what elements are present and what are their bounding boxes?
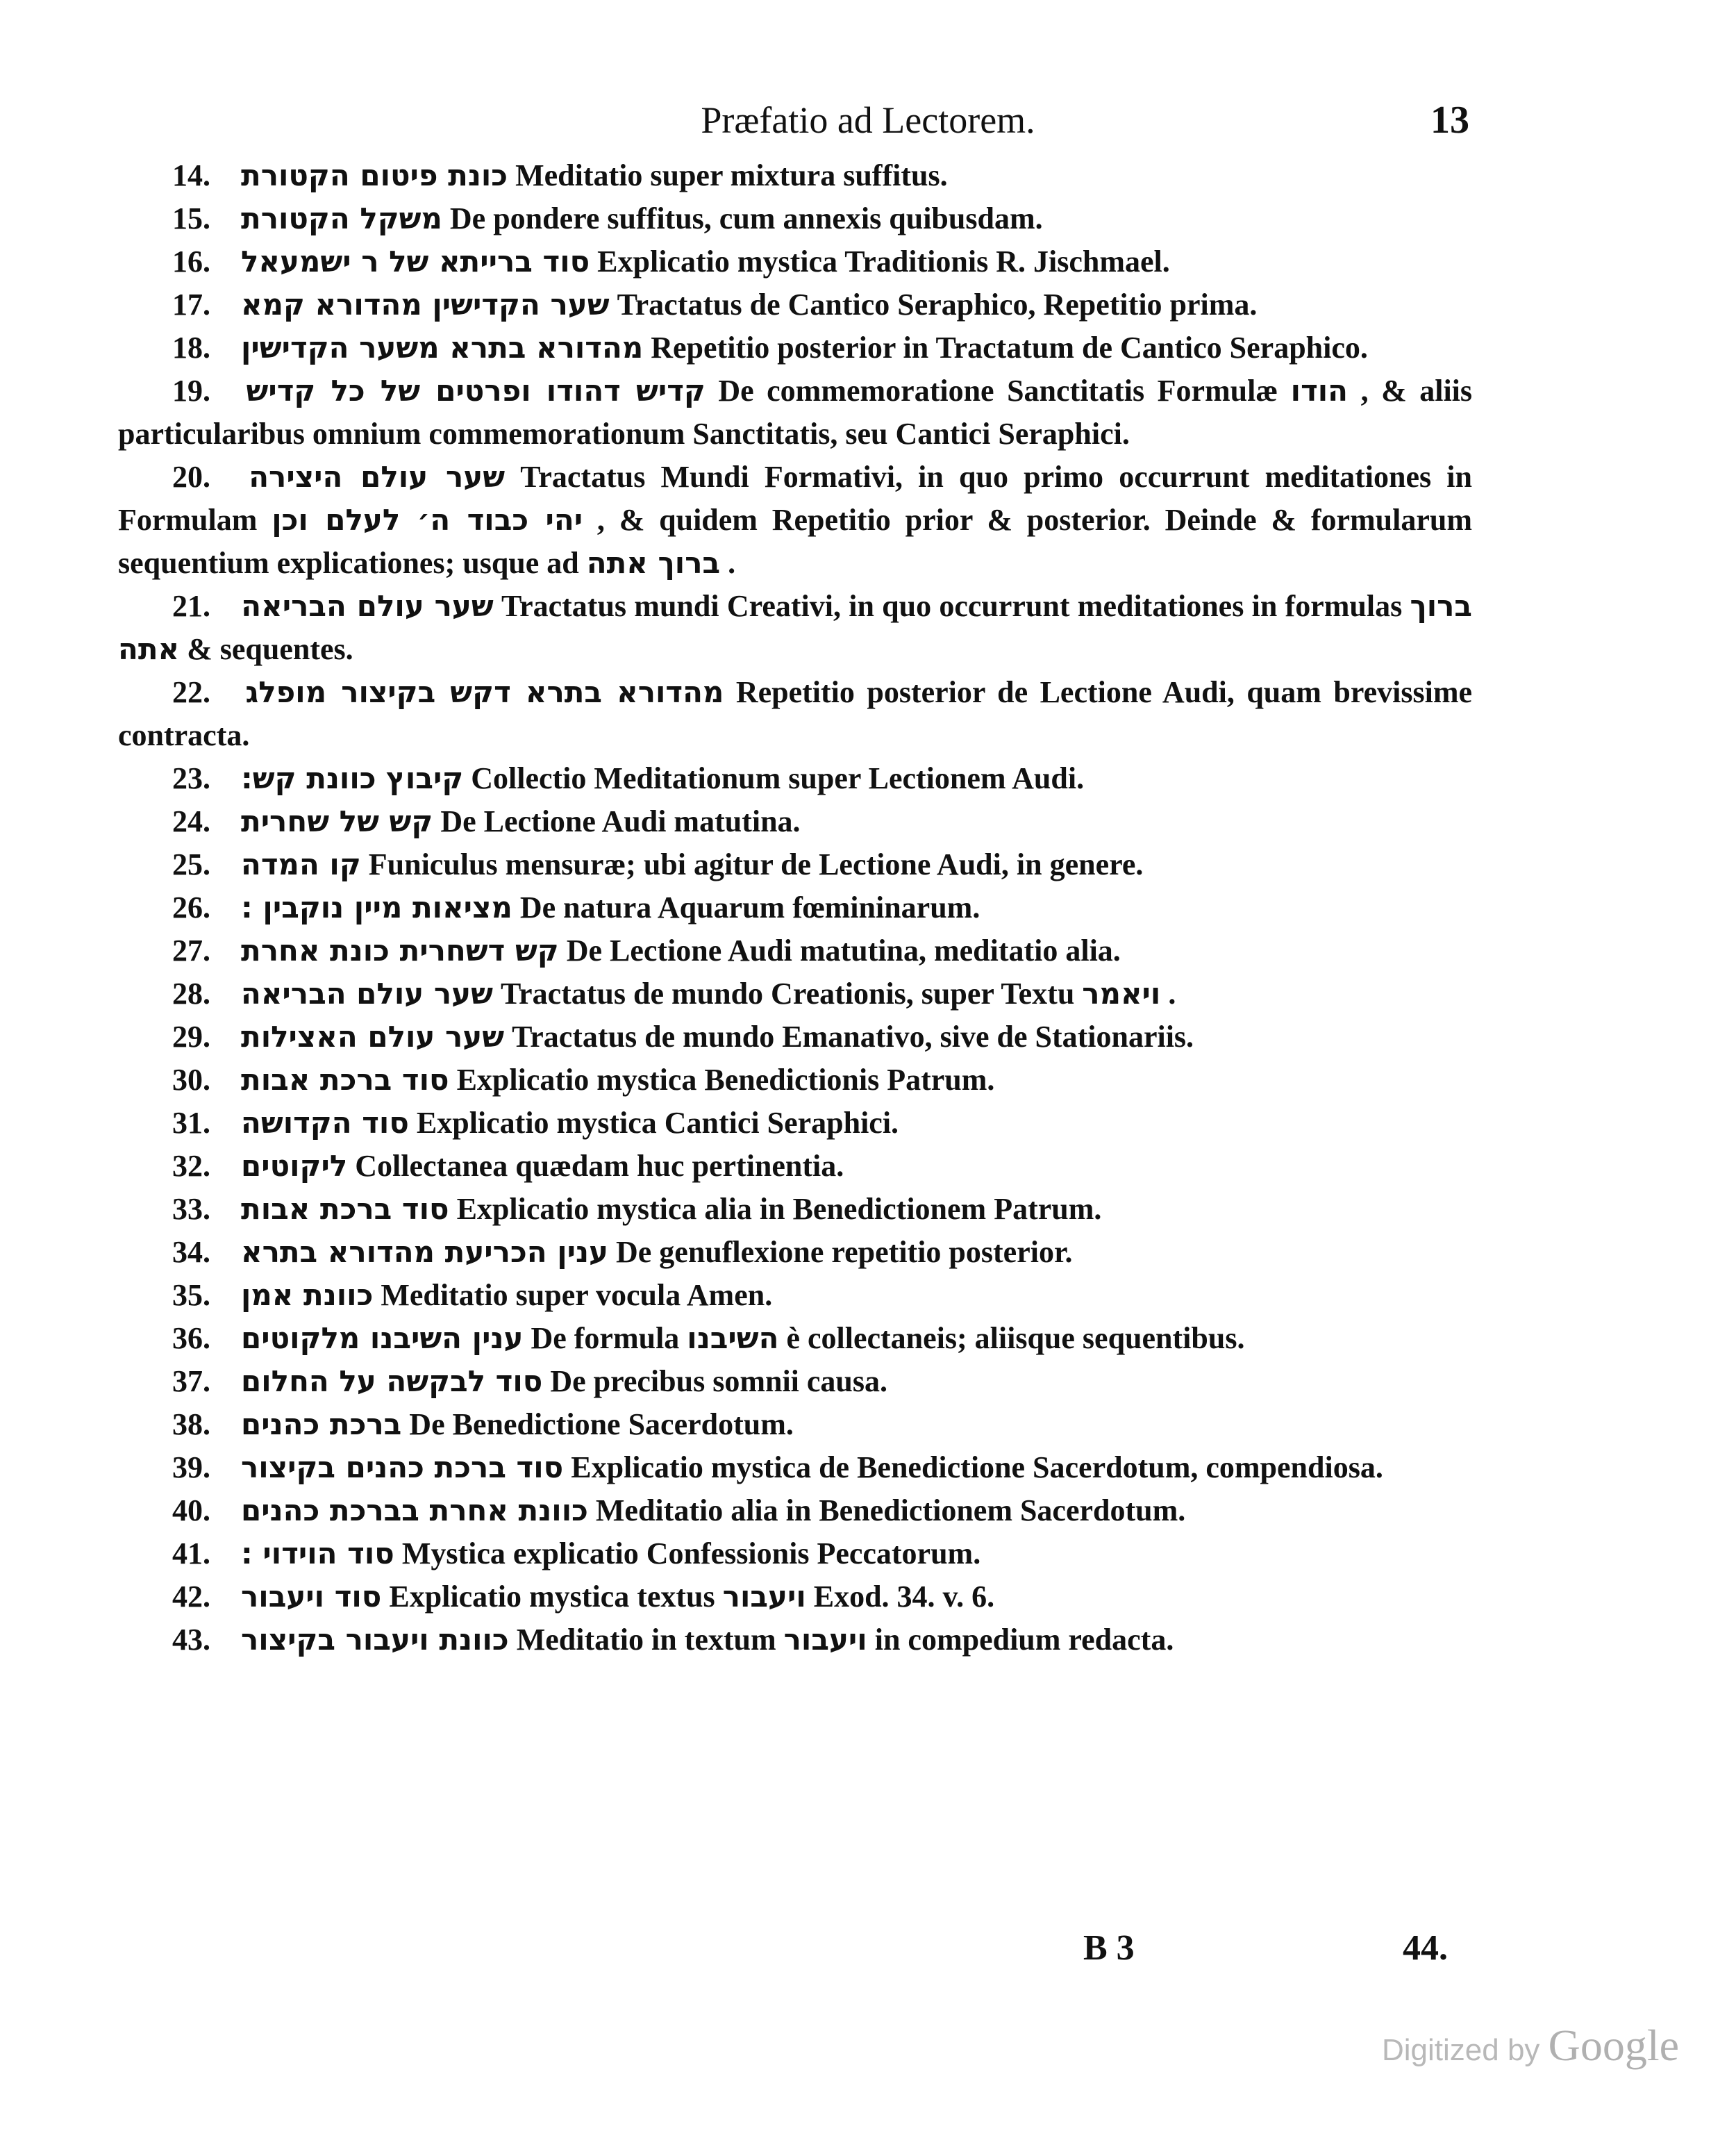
entry-number: 28. (172, 977, 210, 1011)
list-item (118, 757, 1472, 800)
entry-latin-description: Tractatus de mundo Emanativo, sive de Stationariis. (512, 1020, 1194, 1054)
entry-latin-description: Collectio Meditationum super Lectionem Audi. (471, 761, 1085, 795)
entry-latin-description: . (1168, 977, 1176, 1011)
list-item (118, 1317, 1472, 1360)
entry-latin-description: Meditatio super mixtura suffitus. (515, 158, 948, 192)
entry-hebrew-title: סוד הקדושה (241, 1106, 409, 1140)
list-item (118, 1532, 1472, 1575)
list-item (118, 1446, 1472, 1489)
entry-hebrew-title: קו המדה (241, 847, 361, 881)
entry-hebrew-title: כונת פיטום הקטורת (241, 158, 508, 192)
entry-number: 34. (172, 1235, 210, 1269)
entry-hebrew-title: כוונת ויעבור בקיצור (241, 1623, 509, 1657)
entry-number: 31. (172, 1106, 210, 1140)
entry-latin-description: in compedium redacta. (874, 1623, 1174, 1657)
entry-hebrew-title: כוונת אחרת בברכת כהנים (241, 1493, 588, 1527)
entry-hebrew-title: ליקוטים (241, 1149, 348, 1183)
page-footer (0, 1924, 1736, 1973)
entry-latin-description: Tractatus Mundi Formativi, in quo primo occurrunt meditationes in Formulam (118, 460, 1473, 537)
list-item (118, 843, 1472, 886)
entry-latin-description: è collectaneis; aliisque sequentibus. (786, 1321, 1245, 1355)
entry-latin-description: Tractatus mundi Creativi, in quo occurrunt meditationes in formulas (501, 589, 1403, 623)
entry-hebrew-title: יהי כבוד ה׳ לעלם וכן (272, 503, 583, 537)
list-item (118, 1059, 1472, 1102)
entry-hebrew-title: מהדורא בתרא משער הקדישין (241, 331, 644, 365)
entry-latin-description: De formula (531, 1321, 680, 1355)
list-item (118, 1016, 1472, 1059)
running-title: Præfatio ad Lectorem. (701, 99, 1035, 141)
entry-latin-description: De precibus somnii causa. (550, 1364, 888, 1398)
entry-hebrew-title: סוד ברייתא של ר ישמעאל (241, 244, 590, 279)
entry-latin-description: Funiculus mensuræ; ubi agitur de Lectione Audi, in genere. (368, 847, 1144, 881)
entry-hebrew-title: ברוך אתה (586, 546, 721, 580)
list-item (118, 972, 1472, 1016)
list-item (118, 1489, 1472, 1532)
entry-latin-description: Explicatio mystica de Benedictione Sacerdotum, compendiosa. (571, 1450, 1383, 1484)
table-of-contents (118, 154, 1472, 1661)
entry-latin-description: De genuflexione repetitio posterior. (616, 1235, 1073, 1269)
entry-number: 43. (172, 1623, 210, 1657)
watermark-brand: Google (1548, 2021, 1680, 2070)
list-item (118, 283, 1472, 326)
entry-hebrew-title: ויעבור (722, 1580, 806, 1614)
entry-hebrew-title: סוד לבקשה על החלום (241, 1364, 543, 1398)
list-item (118, 1102, 1472, 1145)
entry-number: 21. (172, 589, 210, 623)
list-item (118, 800, 1472, 843)
entry-latin-description: Tractatus de mundo Creationis, super Textu (500, 977, 1075, 1011)
entry-hebrew-title: סוד ברכת כהנים בקיצור (241, 1450, 564, 1484)
entry-hebrew-title: שער הקדישין מהדורא קמא (241, 288, 610, 322)
entry-hebrew-title: שער עולם הבריאה (241, 977, 493, 1011)
page-number: 13 (1430, 99, 1469, 142)
entry-number: 18. (172, 331, 210, 365)
entry-latin-description: Explicatio mystica Traditionis R. Jischmael. (597, 244, 1170, 279)
list-item (118, 585, 1472, 671)
entry-latin-description: Explicatio mystica Cantici Seraphici. (416, 1106, 899, 1140)
entry-number: 19. (172, 374, 210, 408)
entry-number: 20. (172, 460, 210, 494)
list-item (118, 1403, 1472, 1446)
list-item (118, 1360, 1472, 1403)
entry-number: 39. (172, 1450, 210, 1484)
list-item (118, 1618, 1472, 1661)
list-item (118, 1231, 1472, 1274)
entry-hebrew-title: ברוך אתה (118, 589, 1473, 666)
entry-latin-description: De Lectione Audi matutina, meditatio alia. (566, 934, 1121, 968)
entry-latin-description: . (728, 546, 736, 580)
list-item (118, 326, 1472, 370)
entry-hebrew-title: קיבוץ כוונת קש: (241, 761, 464, 795)
list-item (118, 154, 1472, 197)
entry-latin-description: Exod. 34. v. 6. (813, 1580, 995, 1614)
entry-hebrew-title: שער עולם האצילות (241, 1020, 505, 1054)
entry-number: 25. (172, 847, 210, 881)
entry-hebrew-title: השיבנו (687, 1321, 779, 1355)
entry-latin-description: De Benedictione Sacerdotum. (409, 1407, 794, 1441)
entry-number: 42. (172, 1580, 210, 1614)
list-item (118, 929, 1472, 972)
entry-number: 38. (172, 1407, 210, 1441)
entry-latin-description: Mystica explicatio Confessionis Peccatorum. (401, 1536, 981, 1570)
entry-number: 29. (172, 1020, 210, 1054)
entry-latin-description: Explicatio mystica alia in Benedictionem Patrum. (456, 1192, 1102, 1226)
entry-latin-description: De commemoratione Sanctitatis Formulæ (718, 374, 1278, 408)
list-item (118, 886, 1472, 929)
entry-latin-description: Explicatio mystica textus (389, 1580, 715, 1614)
entry-hebrew-title: שער עולם היצירה (249, 460, 506, 494)
digitization-watermark (1382, 2021, 1680, 2071)
list-item (118, 1188, 1472, 1231)
entry-latin-description: Repetitio posterior in Tractatum de Cantico Seraphico. (651, 331, 1368, 365)
entry-hebrew-title: הודו (1290, 374, 1349, 408)
list-item (118, 197, 1472, 240)
list-item (118, 1274, 1472, 1317)
entry-hebrew-title: מציאות מיין נוקבין : (241, 890, 512, 925)
entry-hebrew-title: ויעבור (783, 1623, 867, 1657)
entry-latin-description: Meditatio super vocula Amen. (381, 1278, 773, 1312)
entry-number: 22. (172, 675, 210, 709)
entry-latin-description: Tractatus de Cantico Seraphico, Repetitio prima. (617, 288, 1258, 322)
list-item (118, 456, 1472, 585)
entry-number: 32. (172, 1149, 210, 1183)
entry-hebrew-title: סוד ויעבור (241, 1580, 382, 1614)
entry-number: 27. (172, 934, 210, 968)
list-item (118, 671, 1472, 757)
entry-hebrew-title: סוד הוידוי : (241, 1536, 394, 1570)
entry-latin-description: Explicatio mystica Benedictionis Patrum. (456, 1063, 995, 1097)
entry-latin-description: Collectanea quædam huc pertinentia. (355, 1149, 844, 1183)
signature-mark: B 3 (1083, 1928, 1135, 1968)
entry-hebrew-title: ויאמר (1082, 977, 1161, 1011)
entry-number: 23. (172, 761, 210, 795)
entry-number: 36. (172, 1321, 210, 1355)
list-item (118, 370, 1472, 456)
entry-number: 35. (172, 1278, 210, 1312)
entry-hebrew-title: קדיש דהודו ופרטים של כל קדיש (246, 374, 706, 408)
entry-number: 14. (172, 158, 210, 192)
entry-latin-description: , & quidem Repetitio prior & posterior. Deinde & formularum sequentium explicationes; usque ad (118, 503, 1473, 580)
page-header (0, 96, 1736, 144)
entry-latin-description: , & aliis particularibus omnium commemorationum Sanctitatis, seu Cantici Seraphici. (118, 374, 1473, 451)
entry-hebrew-title: משקל הקטורת (241, 201, 442, 235)
entry-latin-description: Repetitio posterior de Lectione Audi, quam brevissime contracta. (118, 675, 1473, 752)
entry-hebrew-title: כוונת אמן (241, 1278, 374, 1312)
entry-number: 26. (172, 890, 210, 925)
entry-number: 24. (172, 804, 210, 838)
list-item (118, 240, 1472, 283)
entry-hebrew-title: ענין השיבנו מלקוטים (241, 1321, 524, 1355)
entry-number: 41. (172, 1536, 210, 1570)
entry-latin-description: De Lectione Audi matutina. (440, 804, 801, 838)
entry-hebrew-title: סוד ברכת אבות (241, 1192, 449, 1226)
entry-number: 17. (172, 288, 210, 322)
entry-latin-description: De natura Aquarum fœmininarum. (519, 890, 980, 925)
entry-latin-description: & sequentes. (187, 632, 353, 666)
entry-latin-description: De pondere suffitus, cum annexis quibusdam. (449, 201, 1043, 235)
list-item (118, 1575, 1472, 1618)
entry-hebrew-title: מהדורא בתרא דקש בקיצור מופלג (245, 675, 724, 709)
entry-hebrew-title: ברכת כהנים (241, 1407, 402, 1441)
list-item (118, 1145, 1472, 1188)
entry-latin-description: Meditatio alia in Benedictionem Sacerdotum. (595, 1493, 1186, 1527)
entry-number: 37. (172, 1364, 210, 1398)
entry-hebrew-title: קש של שחרית (241, 804, 433, 838)
entry-number: 33. (172, 1192, 210, 1226)
entry-number: 40. (172, 1493, 210, 1527)
entry-hebrew-title: סוד ברכת אבות (241, 1063, 449, 1097)
watermark-prefix: Digitized by (1382, 2033, 1540, 2067)
entry-hebrew-title: ענין הכריעת מהדורא בתרא (241, 1235, 608, 1269)
entry-number: 16. (172, 244, 210, 279)
catchword: 44. (1403, 1928, 1448, 1968)
entry-hebrew-title: קש דשחרית כונת אחרת (241, 934, 559, 968)
entry-latin-description: Meditatio in textum (516, 1623, 776, 1657)
entry-hebrew-title: שער עולם הבריאה (241, 589, 494, 623)
entry-number: 15. (172, 201, 210, 235)
entry-number: 30. (172, 1063, 210, 1097)
